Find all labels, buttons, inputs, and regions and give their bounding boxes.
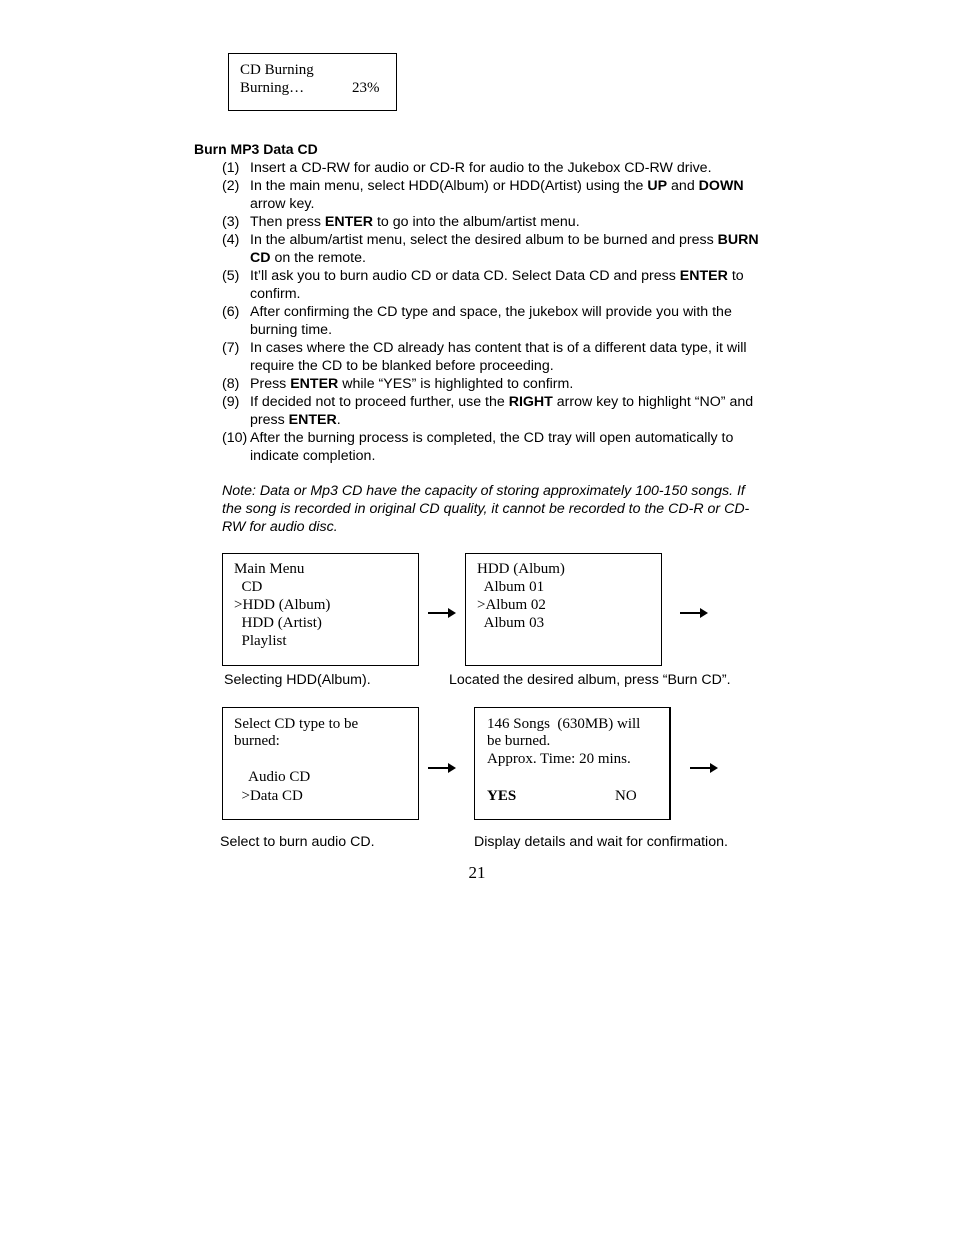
step-text: to go into the album/artist menu.: [373, 214, 580, 230]
album-line: >Album 02: [477, 597, 546, 613]
caption-details: Display details and wait for confirmation.: [474, 834, 728, 850]
step-number: (10): [222, 430, 248, 446]
menu-line: Main Menu: [234, 561, 305, 577]
step-text: while “YES” is highlighted to confirm.: [338, 376, 574, 392]
cd-type-line: Select CD type to be: [234, 716, 359, 732]
step-number: (7): [222, 340, 240, 356]
step-item: [222, 375, 772, 393]
caption-album: Located the desired album, press “Burn CD”.: [449, 672, 731, 688]
step-keyword: ENTER: [290, 376, 339, 392]
main-menu-screen: [222, 553, 419, 666]
steps-list: [222, 159, 772, 465]
section-title: Burn MP3 Data CD: [194, 141, 318, 157]
arrow-right-icon: [680, 608, 708, 618]
step-item: [222, 159, 772, 177]
arrow-right-icon: [428, 763, 456, 773]
details-line: 146 Songs (630MB) will: [487, 716, 641, 732]
step-item: [222, 177, 772, 213]
step-text: It’ll ask you to burn audio CD or data CD. Select Data CD and press: [250, 268, 680, 284]
step-item: [222, 267, 772, 303]
step-keyword: BURN CD: [250, 232, 759, 266]
step-number: (3): [222, 214, 240, 230]
details-line: be burned.: [487, 733, 551, 749]
step-text: on the remote.: [270, 250, 366, 266]
menu-line: >HDD (Album): [234, 597, 331, 613]
step-item: [222, 339, 772, 375]
step-item: [222, 429, 772, 465]
step-item: [222, 393, 772, 429]
album-line: Album 01: [477, 579, 545, 595]
step-text: If decided not to proceed further, use the: [250, 394, 509, 410]
menu-line: Playlist: [234, 633, 287, 649]
step-text: and: [667, 178, 699, 194]
step-text: In the main menu, select HDD(Album) or HDD(Artist) using the: [250, 178, 648, 194]
caption-cd-type: Select to burn audio CD.: [220, 834, 375, 850]
page-number: 21: [468, 863, 486, 882]
burn-details-screen: [474, 707, 671, 820]
yes-option: YES: [487, 788, 517, 804]
step-number: (4): [222, 232, 240, 248]
step-number: (8): [222, 376, 240, 392]
step-text: arrow key.: [250, 196, 315, 212]
step-text: arrow key to highlight “NO” and press: [250, 394, 754, 428]
burning-status-box: [228, 53, 397, 111]
step-keyword: ENTER: [679, 268, 728, 284]
step-text: In the album/artist menu, select the desired album to be burned and press: [250, 232, 718, 248]
album-screen: [465, 553, 662, 666]
step-keyword: ENTER: [324, 214, 374, 230]
menu-line: CD: [234, 579, 263, 595]
step-number: (6): [222, 304, 240, 320]
cd-type-line: burned:: [234, 733, 280, 749]
step-keyword: UP: [647, 178, 668, 194]
capacity-note: Note: Data or Mp3 CD have the capacity of storing approximately 100-150 songs. If the song is recorded in original CD quality, it cannot be recorded to the CD-R or CD-RW for audio disc.: [222, 483, 750, 535]
album-line: Album 03: [477, 615, 545, 631]
step-keyword: DOWN: [698, 178, 744, 194]
step-text: Press: [250, 376, 291, 392]
no-option: NO: [615, 788, 637, 804]
burning-label: Burning…: [240, 80, 305, 96]
step-keyword: ENTER: [288, 412, 337, 428]
cd-type-screen: [222, 707, 419, 820]
cd-type-line: Audio CD: [234, 769, 311, 785]
menu-line: HDD (Artist): [234, 615, 322, 631]
step-text: After the burning process is completed, the CD tray will open automatically to indicate completion.: [250, 430, 734, 464]
arrow-right-icon: [428, 608, 456, 618]
step-number: (5): [222, 268, 240, 284]
burning-percent: 23%: [352, 80, 380, 96]
cd-type-line: >Data CD: [234, 788, 303, 804]
burning-title: CD Burning: [240, 62, 314, 78]
step-text: to confirm.: [250, 268, 744, 302]
arrow-right-icon: [690, 763, 718, 773]
step-number: (9): [222, 394, 240, 410]
step-item: [222, 303, 772, 339]
step-text: Then press: [250, 214, 325, 230]
step-text: Insert a CD-RW for audio or CD-R for audio to the Jukebox CD-RW drive.: [250, 160, 712, 176]
step-item: [222, 213, 772, 231]
step-text: After confirming the CD type and space, the jukebox will provide you with the burning time.: [250, 304, 732, 338]
details-line: Approx. Time: 20 mins.: [487, 751, 631, 767]
step-number: (2): [222, 178, 240, 194]
step-item: [222, 231, 772, 267]
caption-main-menu: Selecting HDD(Album).: [224, 672, 371, 688]
album-line: HDD (Album): [477, 561, 565, 577]
step-keyword: RIGHT: [508, 394, 553, 410]
step-text: .: [336, 412, 341, 428]
step-number: (1): [222, 160, 240, 176]
step-text: In cases where the CD already has content that is of a different data type, it will require the CD to be blanked before proceeding.: [250, 340, 747, 374]
